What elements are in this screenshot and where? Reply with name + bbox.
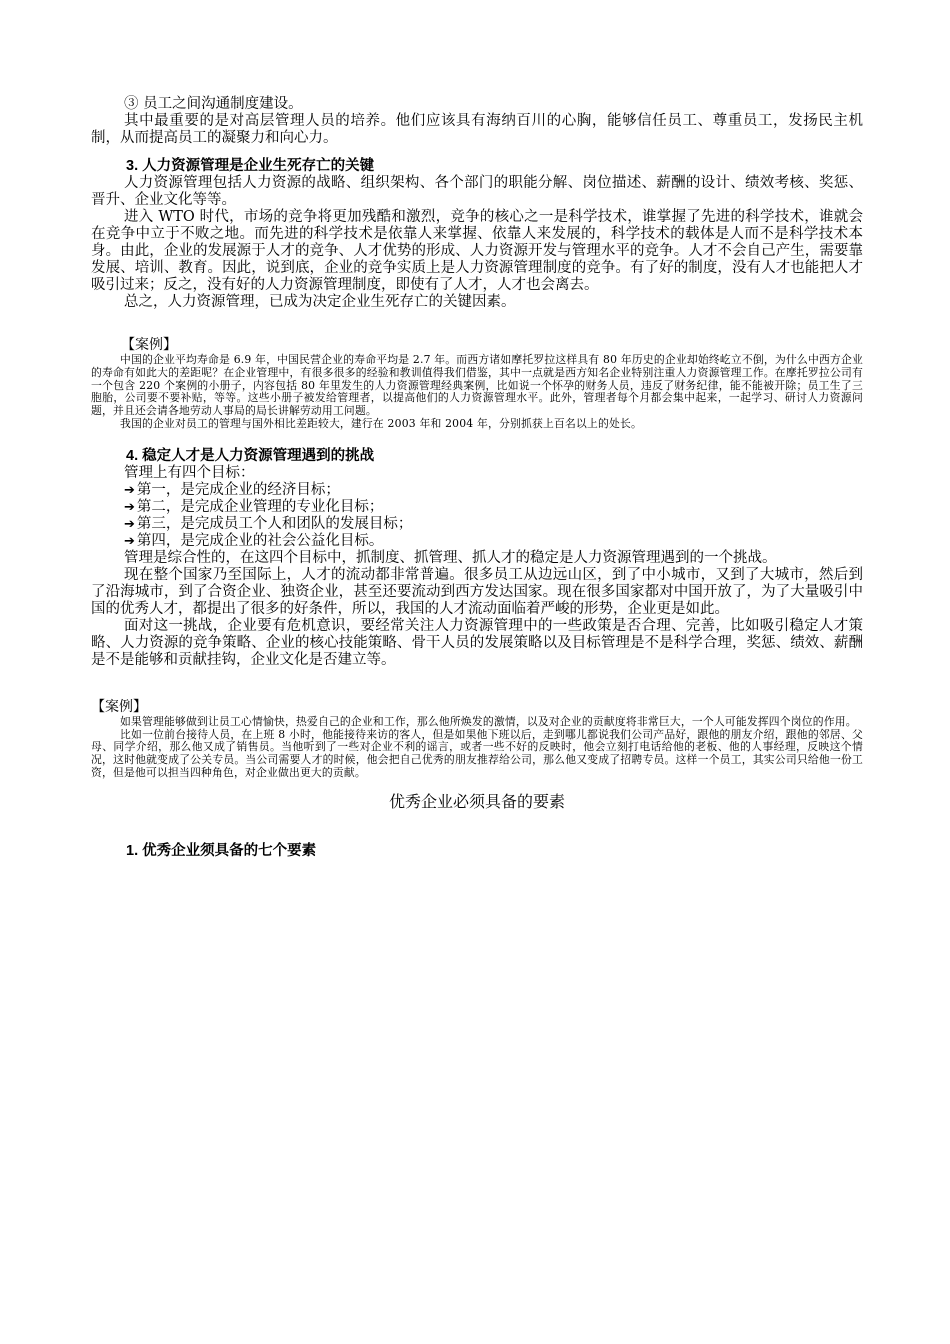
case-title: 【案例】	[91, 698, 147, 715]
paragraph: 其中最重要的是对高层管理人员的培养。他们应该具有海纳百川的心胸，能够信任员工、尊重员工，发扬民主机制，从而提高员工的凝聚力和向心力。	[91, 113, 863, 146]
paragraph: 管理是综合性的，在这四个目标中，抓制度、抓管理、抓人才的稳定是人力资源管理遇到的一个挑战。	[124, 549, 777, 566]
document-page	[91, 96, 863, 860]
case-paragraph: 如果管理能够做到让员工心情愉快，热爱自己的企业和工作，那么他所焕发的激情，以及对企业的贡献度将非常巨大，一个人可能发挥四个岗位的作用。	[120, 714, 857, 728]
goal-item: ➔ 第三，是完成员工个人和团队的发展目标；	[124, 515, 413, 532]
paragraph: 面对这一挑战，企业要有危机意识，要经常关注人力资源管理中的一些政策是否合理、完善，比如吸引稳定人才策略、人力资源的竞争策略、企业的核心技能策略、骨干人员的发展策略以及目标管理是不是科学合理，奖惩、绩效、薪酬是不是能够和贡献挂钩，企业文化是否建立等。	[91, 617, 863, 668]
case-paragraph: 比如一位前台接待人员，在上班 8 小时，他能接待来访的客人，但是如果他下班以后，走到哪儿都说我们公司产品好，跟他的朋友介绍，跟他的邻居、父母、同学介绍，那么他又成了销售员。当他听到了一些对企业不利的谣言，或者一些不好的反映时，他会立刻打电话给他的老板、他的人事经理，反映这个情况，这时他就变成了公关专员。当公司需要人才的时候，他会把自己优秀的朋友推荐给公司，那么他又变成了招聘专员。这样一个员工，其实公司只给他一份工资，但是他可以担当四种角色，对企业做出更大的贡献。	[91, 727, 863, 779]
chapter-title: 优秀企业必须具备的要素	[388, 791, 565, 811]
goals-intro: 管理上有四个目标：	[124, 464, 255, 481]
case-paragraph: 我国的企业对员工的管理与国外相比差距较大，建行在 2003 年和 2004 年，分别抓获上百名以上的处长。	[120, 416, 642, 430]
arrow-icon: ➔	[124, 482, 135, 498]
paragraph: 现在整个国家乃至国际上，人才的流动都非常普遍。很多员工从边远山区，到了中小城市，又到了大城市，然后到了沿海城市，到了合资企业、独资企业，甚至还要流动到西方发达国家。现在很多国家都对中国开放了，为了大量吸引中国的优秀人才，都提出了很多的好条件，所以，我国的人才流动面临着严峻的形势，企业更是如此。	[91, 566, 863, 617]
goal-item: ➔ 第四，是完成企业的社会公益化目标。	[124, 532, 384, 549]
section-heading-4: 4. 稳定人才是人力资源管理遇到的挑战	[126, 447, 375, 464]
paragraph: 人力资源管理包括人力资源的战略、组织架构、各个部门的职能分解、岗位描述、薪酬的设计、绩效考核、奖惩、晋升、企业文化等等。	[91, 175, 863, 208]
goal-item: ➔ 第二，是完成企业管理的专业化目标；	[124, 498, 384, 515]
case-title: 【案例】	[121, 337, 177, 353]
arrow-icon: ➔	[124, 499, 135, 515]
arrow-icon: ➔	[124, 533, 135, 549]
section-heading-1: 1. 优秀企业须具备的七个要素	[126, 842, 317, 859]
case-paragraph: 中国的企业平均寿命是 6.9 年，中国民营企业的寿命平均是 2.7 年。而西方诸如摩托罗拉这样具有 80 年历史的企业却始终屹立不倒，为什么中西方企业的寿命有如此大的差距呢？在企业管理中，有很多很多的经验和教训值得我们借鉴，其中一点就是西方知名企业特别注重人力资源管理工作。在摩托罗拉公司有一个包含 220 个案例的小册子，内容包括 80 年里发生的人力资源管理经典案例，比如说一个怀孕的财务人员，违反了财务纪律，能不能被开除；员工生了三胞胎，公司要不要补贴，等等。这些小册子被发给管理者，以提高他们的人力资源管理水平。此外，管理者每个月都会集中起来，一起学习、研讨人力资源问题，并且还会请各地劳动人事局的局长讲解劳动用工问题。	[91, 353, 863, 418]
arrow-icon: ➔	[124, 516, 135, 532]
list-item-3: ③ 员工之间沟通制度建设。	[124, 96, 303, 112]
paragraph: 进入 WTO 时代，市场的竞争将更加残酷和激烈，竞争的核心之一是科学技术，谁掌握了先进的科学技术，谁就会在竞争中立于不败之地。而先进的科学技术是依靠人来掌握、依靠人来发展的，科学技术的载体是人而不是科学技术本身。由此，企业的发展源于人才的竞争、人才优势的形成、人力资源开发与管理水平的竞争。人才不会自己产生，需要靠发展、培训、教育。因此，说到底，企业的竞争实质上是人力资源管理制度的竞争。有了好的制度，没有人才也能把人才吸引过来；反之，没有好的人力资源管理制度，即使有了人才，人才也会离去。	[91, 209, 863, 293]
section-heading-3: 3. 人力资源管理是企业生死存亡的关键	[126, 158, 375, 174]
goal-item: ➔ 第一，是完成企业的经济目标；	[124, 481, 340, 498]
paragraph: 总之，人力资源管理，已成为决定企业生死存亡的关键因素。	[124, 294, 516, 310]
